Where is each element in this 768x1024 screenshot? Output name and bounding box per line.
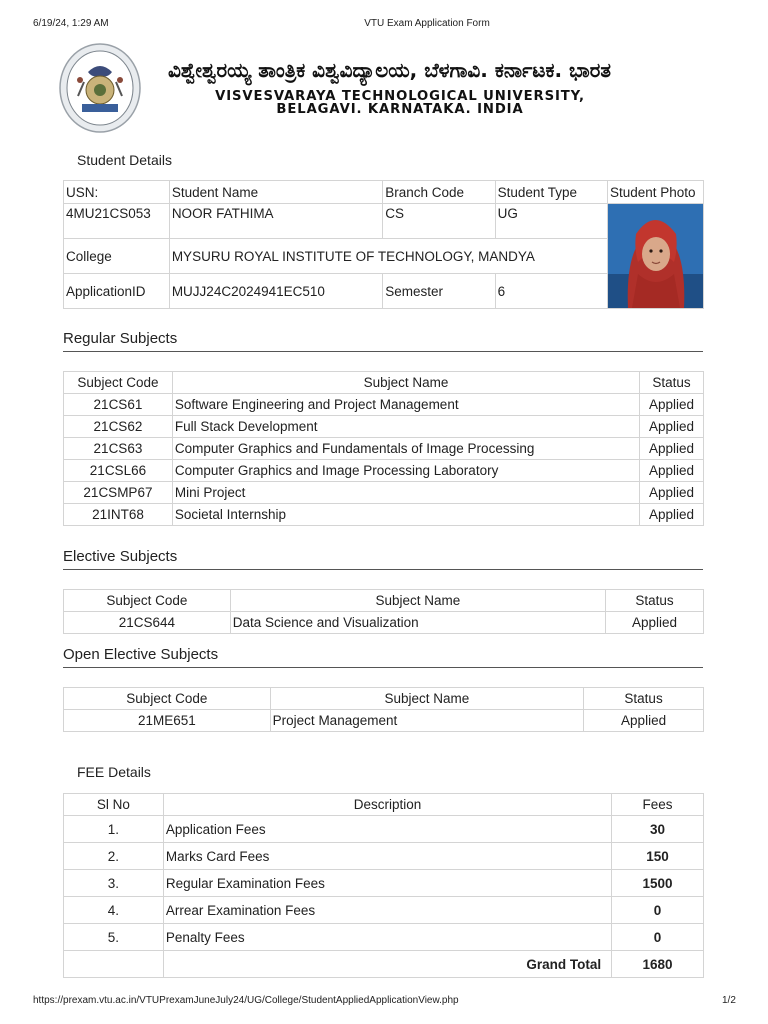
grand-total-label: Grand Total bbox=[163, 951, 611, 978]
application-id-label: ApplicationID bbox=[64, 274, 170, 309]
table-row bbox=[64, 394, 704, 416]
subject-status: Applied bbox=[640, 504, 704, 526]
branch-code-header: Branch Code bbox=[383, 181, 495, 204]
usn-header: USN: bbox=[64, 181, 170, 204]
table-row bbox=[64, 924, 704, 951]
student-name-value: NOOR FATHIMA bbox=[169, 204, 382, 239]
fee-details-table bbox=[63, 793, 704, 978]
subject-code: 21CS644 bbox=[64, 612, 231, 634]
subject-name-header: Subject Name bbox=[270, 688, 583, 710]
subject-code-header: Subject Code bbox=[64, 688, 271, 710]
table-row bbox=[64, 460, 704, 482]
subject-code: 21CS63 bbox=[64, 438, 173, 460]
university-name-kannada: ವಿಶ್ವೇಶ್ವರಯ್ಯ ತಾಂತ್ರಿಕ ವಿಶ್ವವಿದ್ಯಾಲಯ, ಬೆಳಗಾವಿ. ಕರ್ನಾಟಕ. ಭಾರತ bbox=[168, 58, 611, 82]
subject-name: Software Engineering and Project Management bbox=[172, 394, 639, 416]
grand-total-row bbox=[64, 951, 704, 978]
page-number: 1/2 bbox=[722, 995, 736, 1006]
university-name-line1: VISVESVARAYA TECHNOLOGICAL UNIVERSITY, bbox=[215, 89, 585, 104]
subject-status: Applied bbox=[640, 394, 704, 416]
subject-name: Computer Graphics and Fundamentals of Image Processing bbox=[172, 438, 639, 460]
open-elective-subjects-table bbox=[63, 687, 704, 732]
semester-label: Semester bbox=[383, 274, 495, 309]
fees-header: Fees bbox=[612, 794, 704, 816]
table-row bbox=[64, 870, 704, 897]
table-row bbox=[64, 816, 704, 843]
subject-code: 21INT68 bbox=[64, 504, 173, 526]
table-row bbox=[64, 482, 704, 504]
fee-details-heading: FEE Details bbox=[77, 764, 151, 780]
subject-status: Applied bbox=[606, 612, 704, 634]
sl-no: 1. bbox=[64, 816, 164, 843]
sl-no: 3. bbox=[64, 870, 164, 897]
subject-name: Full Stack Development bbox=[172, 416, 639, 438]
subject-code-header: Subject Code bbox=[64, 590, 231, 612]
subject-name: Project Management bbox=[270, 710, 583, 732]
subject-code: 21CS62 bbox=[64, 416, 173, 438]
elective-subjects-heading: Elective Subjects bbox=[63, 548, 703, 570]
subject-code: 21CS61 bbox=[64, 394, 173, 416]
table-row bbox=[64, 438, 704, 460]
fee-description: Regular Examination Fees bbox=[163, 870, 611, 897]
subject-status: Applied bbox=[640, 438, 704, 460]
subject-code: 21CSL66 bbox=[64, 460, 173, 482]
subject-status: Applied bbox=[584, 710, 704, 732]
university-logo bbox=[58, 42, 142, 134]
sl-no: 5. bbox=[64, 924, 164, 951]
sl-no-header: Sl No bbox=[64, 794, 164, 816]
subject-name-header: Subject Name bbox=[230, 590, 605, 612]
student-name-header: Student Name bbox=[169, 181, 382, 204]
table-row bbox=[64, 416, 704, 438]
grand-total-value: 1680 bbox=[612, 951, 704, 978]
elective-subjects-table bbox=[63, 589, 704, 634]
college-value: MYSURU ROYAL INSTITUTE OF TECHNOLOGY, MANDYA bbox=[169, 239, 607, 274]
fee-amount: 1500 bbox=[612, 870, 704, 897]
fee-description: Arrear Examination Fees bbox=[163, 897, 611, 924]
fee-amount: 150 bbox=[612, 843, 704, 870]
student-type-header: Student Type bbox=[495, 181, 607, 204]
page-url: https://prexam.vtu.ac.in/VTUPrexamJuneJuly24/UG/College/StudentAppliedApplicationView.php bbox=[33, 995, 459, 1006]
fee-description: Application Fees bbox=[163, 816, 611, 843]
fee-amount: 0 bbox=[612, 897, 704, 924]
table-row bbox=[64, 843, 704, 870]
status-header: Status bbox=[606, 590, 704, 612]
subject-status: Applied bbox=[640, 482, 704, 504]
student-photo bbox=[607, 204, 703, 309]
university-name-line2: BELAGAVI. KARNATAKA. INDIA bbox=[276, 102, 524, 117]
student-details-table bbox=[63, 180, 704, 309]
usn-value: 4MU21CS053 bbox=[64, 204, 170, 239]
subject-name: Societal Internship bbox=[172, 504, 639, 526]
empty-cell bbox=[64, 951, 164, 978]
status-header: Status bbox=[584, 688, 704, 710]
subject-status: Applied bbox=[640, 416, 704, 438]
fee-amount: 30 bbox=[612, 816, 704, 843]
fee-description: Marks Card Fees bbox=[163, 843, 611, 870]
status-header: Status bbox=[640, 372, 704, 394]
regular-subjects-table bbox=[63, 371, 704, 526]
table-row bbox=[64, 897, 704, 924]
subject-name: Mini Project bbox=[172, 482, 639, 504]
table-row bbox=[64, 504, 704, 526]
application-id-value: MUJJ24C2024941EC510 bbox=[169, 274, 382, 309]
print-datetime: 6/19/24, 1:29 AM bbox=[33, 18, 109, 29]
student-photo-header: Student Photo bbox=[607, 181, 703, 204]
subject-code: 21ME651 bbox=[64, 710, 271, 732]
subject-status: Applied bbox=[640, 460, 704, 482]
description-header: Description bbox=[163, 794, 611, 816]
print-title: VTU Exam Application Form bbox=[364, 18, 490, 29]
student-details-heading: Student Details bbox=[77, 152, 172, 168]
subject-name: Data Science and Visualization bbox=[230, 612, 605, 634]
branch-code-value: CS bbox=[383, 204, 495, 239]
table-row bbox=[64, 710, 704, 732]
subject-name: Computer Graphics and Image Processing Laboratory bbox=[172, 460, 639, 482]
sl-no: 4. bbox=[64, 897, 164, 924]
fee-description: Penalty Fees bbox=[163, 924, 611, 951]
regular-subjects-heading: Regular Subjects bbox=[63, 330, 703, 352]
subject-name-header: Subject Name bbox=[172, 372, 639, 394]
semester-value: 6 bbox=[495, 274, 607, 309]
subject-code: 21CSMP67 bbox=[64, 482, 173, 504]
fee-amount: 0 bbox=[612, 924, 704, 951]
open-elective-subjects-heading: Open Elective Subjects bbox=[63, 646, 703, 668]
subject-code-header: Subject Code bbox=[64, 372, 173, 394]
student-type-value: UG bbox=[495, 204, 607, 239]
sl-no: 2. bbox=[64, 843, 164, 870]
table-row bbox=[64, 612, 704, 634]
college-label: College bbox=[64, 239, 170, 274]
